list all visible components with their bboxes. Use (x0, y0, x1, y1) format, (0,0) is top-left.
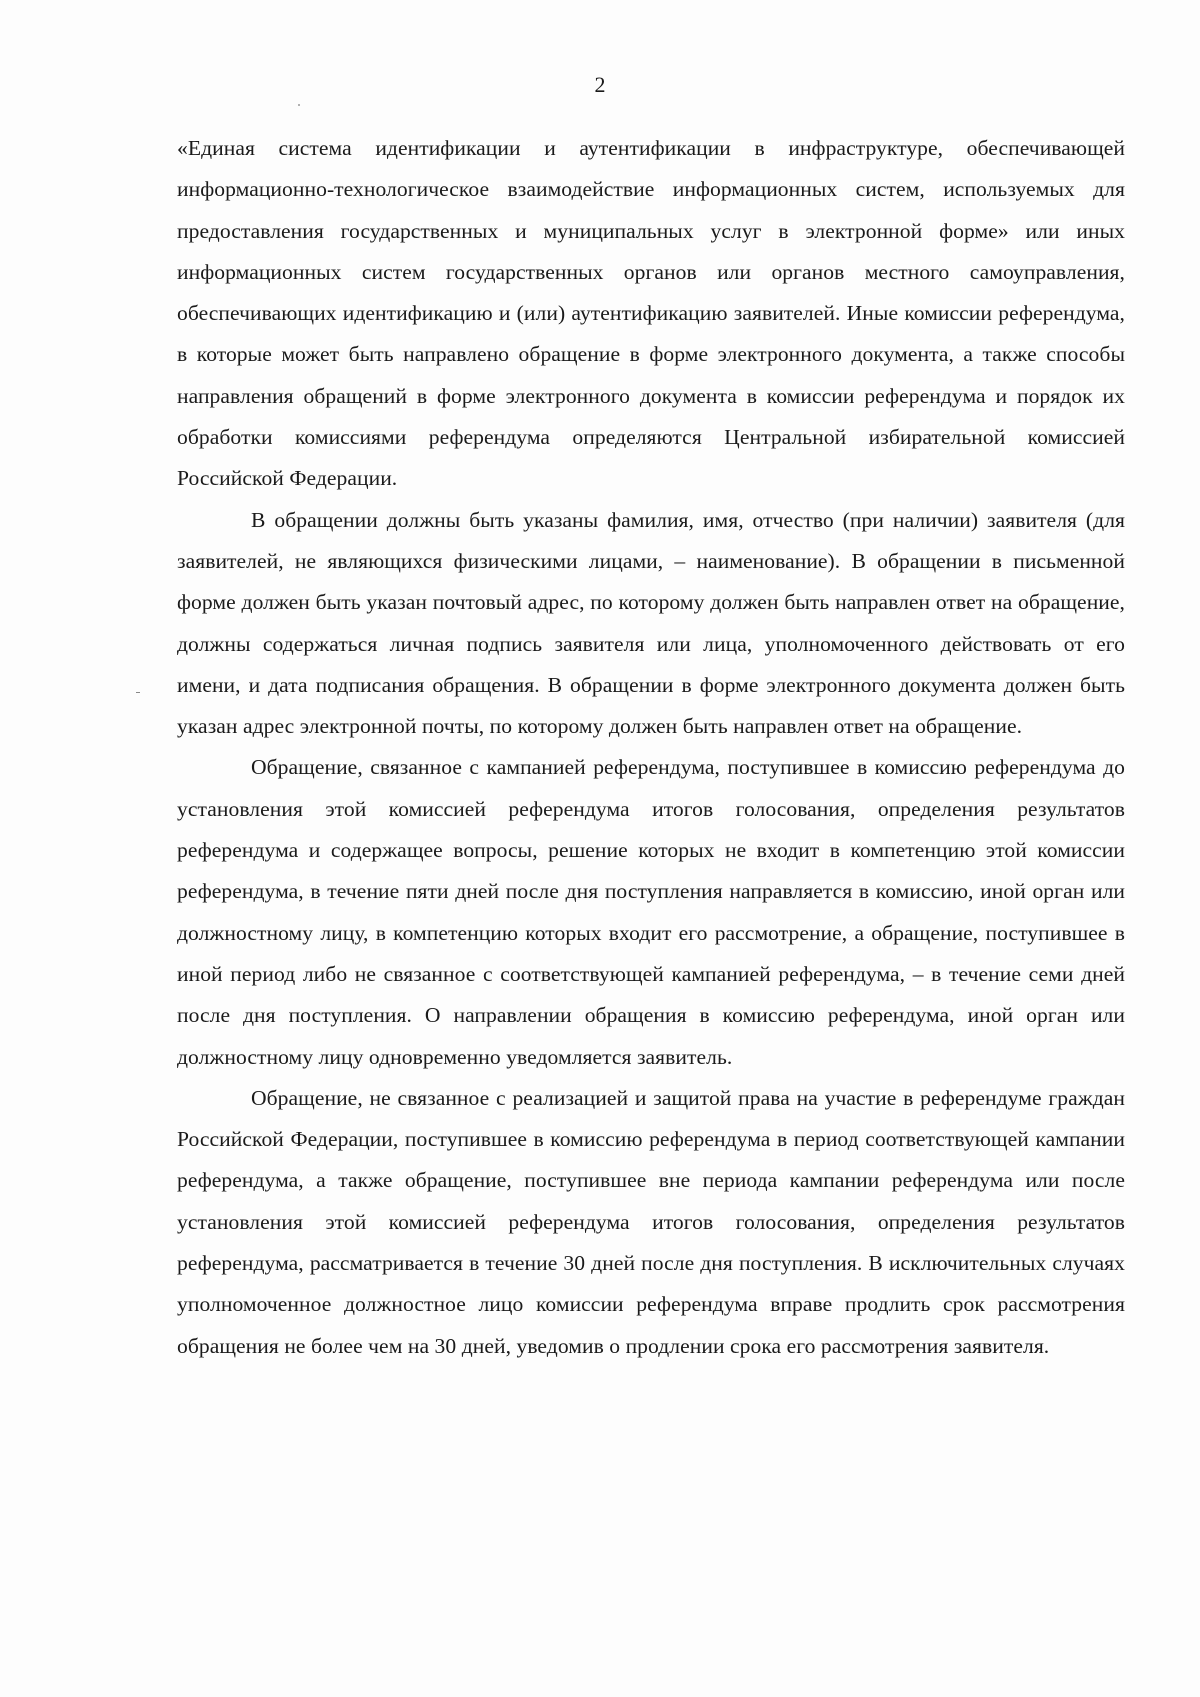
paragraph-forwarding: Обращение, связанное с кампанией референдума, поступившее в комиссию референдума до установления этой комиссией референдума итогов голосования, определения результатов референдума и содержащее вопросы, решение которых не входит в компетенцию этой комиссии референдума, в течение пяти дней после дня поступления направляется в комиссию, иной орган или должностному лицу, в компетенцию которых входит его рассмотрение, а обращение, поступившее в иной период либо не связанное с соответствующей кампанией референдума, – в течение семи дней после дня поступления. О направлении обращения в комиссию референдума, иной орган или должностному лицу одновременно уведомляется заявитель. (177, 755, 1125, 1069)
paragraph-applicant-details: В обращении должны быть указаны фамилия, имя, отчество (при наличии) заявителя (для заявителей, не являющихся физическими лицами, – наименование). В обращении в письменной форме должен быть указан почтовый адрес, по которому должен быть направлен ответ на обращение, должны содержаться личная подпись заявителя или лица, уполномоченного действовать от его имени, и дата подписания обращения. В обращении в форме электронного документа должен быть указан адрес электронной почты, по которому должен быть направлен ответ на обращение. (177, 507, 1125, 739)
paragraph-continuation: «Единая система идентификации и аутентификации в инфраструктуре, обеспечивающей информационно-технологическое взаимодействие информационных систем, используемых для предоставления государственных и муниципальных услуг в электронной форме» или иных информационных систем государственных органов или органов местного самоуправления, обеспечивающих идентификацию и (или) аутентификацию заявителей. Иные комиссии референдума, в которые может быть направлено обращение в форме электронного документа, а также способы направления обращений в форме электронного документа в комиссии референдума и порядок их обработки комиссиями референдума определяются Центральной избирательной комиссией Российской Федерации. (177, 136, 1125, 491)
document-body (177, 128, 1125, 1367)
scan-speck (298, 104, 300, 106)
margin-mark (136, 692, 140, 693)
paragraph-review-period: Обращение, не связанное с реализацией и защитой права на участие в референдуме граждан Российской Федерации, поступившее в комиссию референдума в период соответствующей кампании референдума, а также обращение, поступившее вне периода кампании референдума или после установления этой комиссией референдума итогов голосования, определения результатов референдума, рассматривается в течение 30 дней после дня поступления. В исключительных случаях уполномоченное должностное лицо комиссии референдума вправе продлить срок рассмотрения обращения не более чем на 30 дней, уведомив о продлении срока его рассмотрения заявителя. (177, 1085, 1125, 1358)
page-number: 2 (594, 72, 606, 97)
